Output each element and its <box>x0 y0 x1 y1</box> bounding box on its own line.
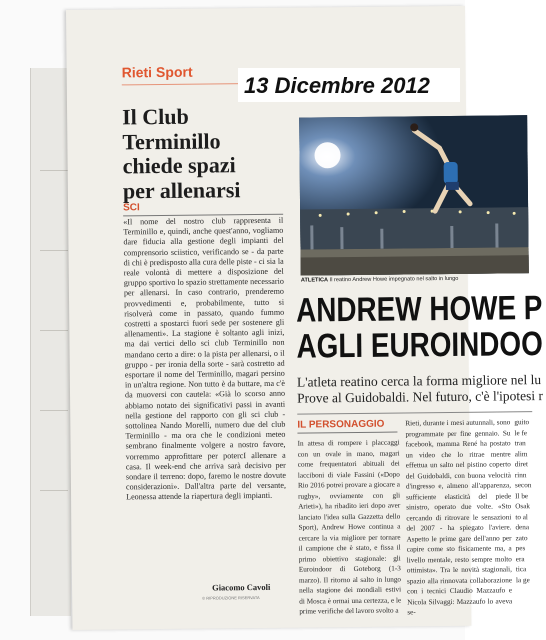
cut-column-line: guito <box>514 418 530 427</box>
left-article-body <box>123 216 286 503</box>
cut-column-line: alim <box>514 449 528 458</box>
underlying-newspaper-edge <box>30 68 71 616</box>
headline-line: Terminillo <box>122 128 221 155</box>
cut-column-line: dena <box>515 523 530 532</box>
photo-caption <box>301 275 529 283</box>
cut-column-line: pes <box>515 544 526 553</box>
copyright-note: © RIPRODUZIONE RISERVATA <box>202 595 260 601</box>
article-paragraph: «Il nome del nostro club rappresenta il Terminillo e, quindi, anche quest'anno, vogliamo dare fiducia alla gestione degli impianti del comprensorio sciistico, verificando se - da parte di chi è predisposto alla cura delle piste - ci sia la reale volontà di mettere a disposizione del gruppo sportivo lo spazio strettamente necessario per allenarsi. In caso contrario, prenderemo provvedimenti e, probabilmente, tutto si risolverà come in passato, quando fummo costretti a spostarci fuori sede per sostenere gli allenamenti». La stagione è soltanto agli inizi, ma dai vertici dello sci club Terminillo non mandano certo a dire: o la pista per allenarsi, o il gruppo - per ironia della sorte - sarà costretto ad esportare il nome del Terminillo, magari persino in un'altra regione. Non tutto è da buttare, ma c'è da muoversi con cautela: «Già lo scorso anno abbiamo notato dei significativi passi in avanti nella gestione del rapporto con gli sci club - sottolinea Nando Morelli, numero due del club Terminillo - ma ora che le condizioni meteo sembrano finalmente volgere a nostro favore, vorremmo approfittare per potercI allenare a casa. Il week-end che arriva sarà decisivo per sondare il terreno: dopo, faremo le nostre dovute considerazioni». Dall'altra parte del versante, Leonessa attende la riapertura degli impianti. <box>123 215 287 502</box>
cut-column-line: le fe <box>514 428 528 437</box>
cut-column-line: diret <box>514 460 528 469</box>
cut-column-line: era <box>515 554 525 563</box>
cut-column-line: tica <box>515 565 527 574</box>
subtitle-divider <box>297 411 532 414</box>
underlying-text-line <box>40 170 68 171</box>
underlying-text-line <box>40 410 68 411</box>
article-author: Giacomo Cavoli <box>212 581 271 593</box>
section-name-sport: Sport <box>155 63 193 81</box>
right-article-column-1 <box>298 438 402 618</box>
cut-column-line: Osak <box>515 502 531 511</box>
date-label: 13 Dicembre 2012 <box>244 73 430 98</box>
caption-text: Il reatino Andrew Howe impegnato nel salto in lungo <box>329 275 459 284</box>
athlete-long-jump-photo <box>299 115 529 275</box>
caption-tag: ATLETICA <box>300 277 329 284</box>
right-article-column-3-cut <box>514 417 534 585</box>
kicker-divider <box>297 432 397 434</box>
cut-column-line: la ge <box>515 575 530 584</box>
right-article-subtitle <box>297 372 543 407</box>
headline-line: per allenarsi <box>122 177 241 204</box>
section-name-rieti: Rieti <box>121 64 153 81</box>
underlying-text-line <box>40 490 68 491</box>
right-article-kicker: IL PERSONAGGIO <box>297 418 385 431</box>
section-header <box>122 64 193 81</box>
headline-line: ANDREW HOWE P <box>295 289 543 330</box>
left-article-kicker: SCI <box>123 202 140 214</box>
right-article-column-2 <box>405 417 512 618</box>
underlying-text-line <box>40 250 68 251</box>
article-paragraph: In attesa di rompere i placcaggi con un ovale in mano, magari come frequentatori abituali dei lacciboni di viale Fassini («Dopo Rio 2016 potrei provare a giocare a rugby», ovviamente con gli Arieti»), ha ribadito ieri dopo aver lanciato l'idea sulla Gazzetta dello Sport), Andrew Howe continua a cercare la via migliore per tornare il campione che è stato, e fissa il primo obiettivo stagionale: gli Euroindoor di Goteborg (1-3 marzo). Il ritorno al salto in lungo nella stagione dei mondiali estivi di Mosca è ormai una certezza, e le prime verifiche del lavoro svolto a <box>297 438 402 616</box>
article-paragraph: Rieti, durante i mesi autunnali, sono programmate per fine gennaio. Su facebook, mamma René ha postato un video che lo ritrae mentre effettua un salto nel pistino coperto del Guidobaldi, con buona velocità d'ingresso e, almeno all'apparenza, sufficiente elasticità del piede sinistro, operato due volte. «Sto cercando di ritrovare le sensazioni del 2007 - ha spiegato l'aviere. Aspetto le prime gare dell'anno per capire come sto fisicamente ma, a livello mentale, resto sempre molto ottimista». Tra le novità stagionali, spazio alla rinnovata collaborazione con i tecnici Claudio Mazzaufo e Nicola Silvaggi: Mazzaufo lo aveva se- <box>405 418 513 617</box>
left-article-headline <box>122 104 283 204</box>
cut-column-line: tran <box>514 439 526 448</box>
underlying-text-line <box>40 330 68 331</box>
headline-line: AGLI EUROINDOO <box>296 325 544 366</box>
cut-column-line: to al <box>515 512 528 521</box>
subtitle-line: L'atleta reatino cerca la forma migliore nel lu <box>296 372 542 390</box>
subtitle-line: Prove al Guidobaldi. Nel futuro, c'è l'ipotesi r <box>296 388 544 406</box>
cut-column-line: Il be <box>515 491 529 500</box>
stadium-photo-illustration <box>299 115 529 275</box>
cut-column-line: zato <box>515 533 528 542</box>
cut-column-line: secon <box>514 481 532 490</box>
right-article-headline <box>296 290 543 365</box>
headline-line: chiede spazi <box>122 152 236 179</box>
headline-line: Il Club <box>121 103 189 130</box>
cut-column-line: rinn <box>514 470 527 479</box>
